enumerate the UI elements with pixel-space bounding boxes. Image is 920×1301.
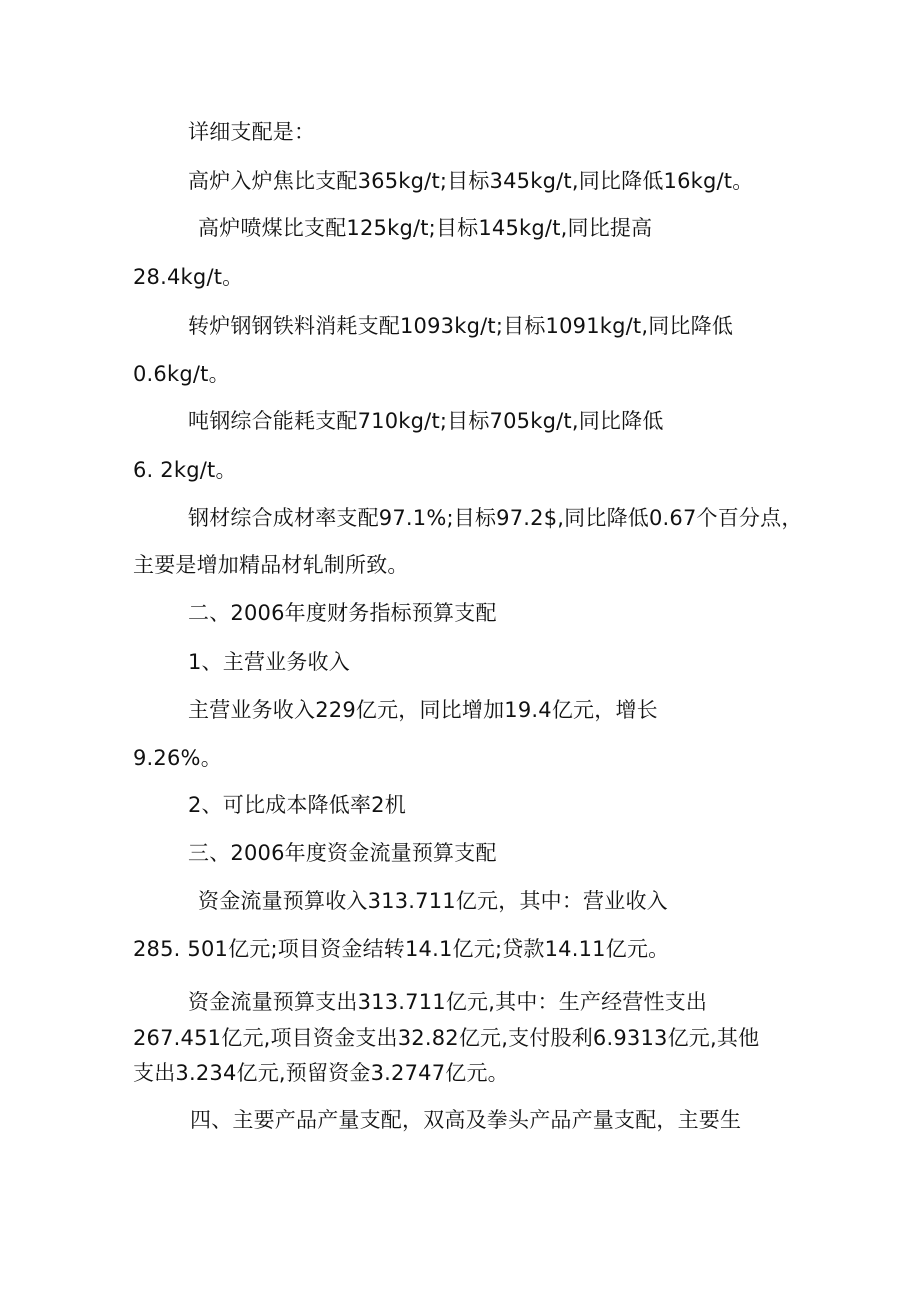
text-line-4: 28.4kg/t。 [133,265,244,289]
text-line-13: 主营业务收入229亿元，同比增加19.4亿元，增长 [188,698,658,722]
subsection-heading-2: 2、可比成本降低率2机 [188,793,406,817]
section-heading-2: 二、2006年度财务指标预算支配 [188,601,497,625]
text-line-6: 0.6kg/t。 [133,362,230,386]
section-heading-4: 四、主要产品产量支配，双高及拳头产品产量支配，主要生 [190,1108,742,1132]
text-line-20: 267.451亿元,项目资金支出32.82亿元,支付股利6.9313亿元,其他 [133,1026,760,1050]
text-line-17: 资金流量预算收入313.711亿元，其中：营业收入 [198,889,668,913]
section-heading-3: 三、2006年度资金流量预算支配 [188,841,497,865]
text-line-19: 资金流量预算支出313.711亿元,其中：生产经营性支出 [188,990,708,1014]
text-line-9: 钢材综合成材率支配97.1%;目标97.2$,同比降低0.67个百分点， [188,506,803,530]
text-line-1: 详细支配是： [188,120,316,144]
text-line-8: 6. 2kg/t。 [133,458,237,482]
text-line-14: 9.26%。 [133,746,222,770]
text-line-3: 高炉喷煤比支配125kg/t;目标145kg/t,同比提高 [198,216,653,240]
text-line-2: 高炉入炉焦比支配365kg/t;目标345kg/t,同比降低16kg/t。 [188,169,754,193]
text-line-7: 吨钢综合能耗支配710kg/t;目标705kg/t,同比降低 [188,409,664,433]
text-line-18: 285. 501亿元;项目资金结转14.1亿元;贷款14.11亿元。 [133,937,670,961]
text-line-10: 主要是增加精品材轧制所致。 [133,553,409,577]
subsection-heading-1: 1、主营业务收入 [188,650,350,674]
text-line-5: 转炉钢钢铁料消耗支配1093kg/t;目标1091kg/t,同比降低 [188,314,734,338]
text-line-21: 支出3.234亿元,预留资金3.2747亿元。 [133,1061,509,1085]
